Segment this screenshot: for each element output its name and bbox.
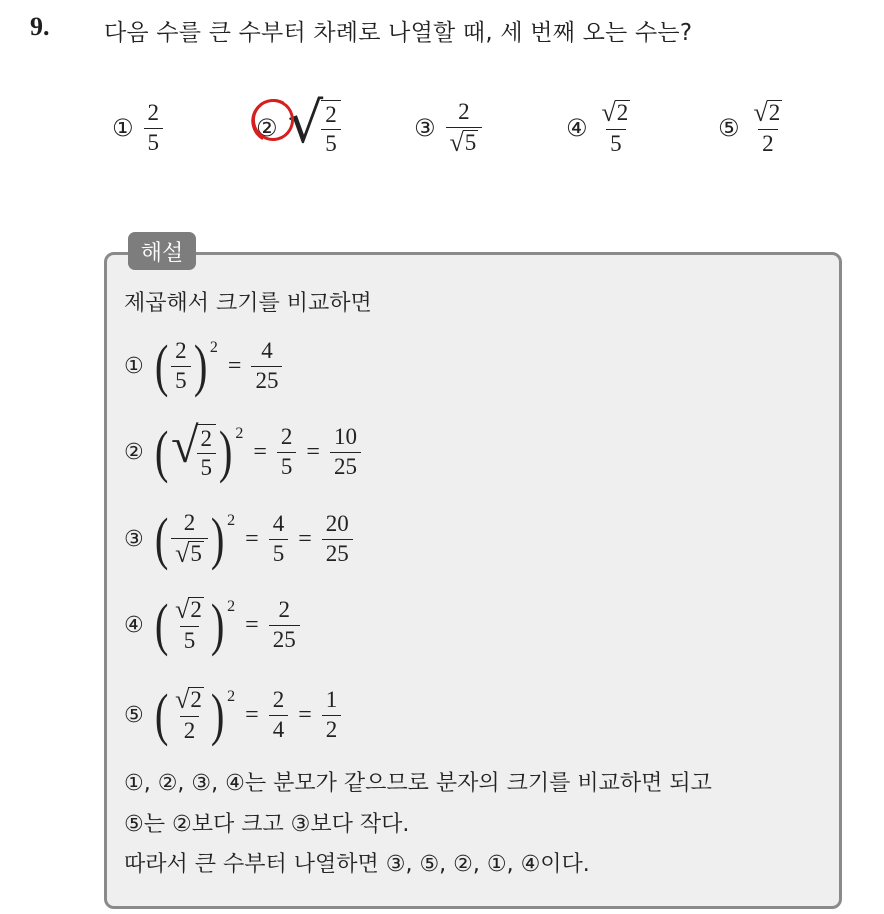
fraction [321, 103, 341, 156]
solution-step-4: ④ ( √ 2 5 ) 2 = $\frac{2}{25}$ [124, 588, 300, 662]
choice-5[interactable] [718, 88, 786, 168]
choice-number: ④ [566, 114, 588, 142]
denominator: 5 [144, 128, 164, 155]
solution-step-1: ① ( $\frac{2}{5}$ ) 2 = $\frac{4}{25}$ [124, 334, 282, 398]
solution-step-2: ② ( √ $\frac{2}{5}$ ) 2 = $\frac{2}{5}$ = $\frac{10}{25}$ [124, 414, 361, 490]
solution-intro: 제곱해서 크기를 비교하면 [124, 291, 372, 316]
step-label: ④ [124, 612, 144, 638]
choice-3[interactable] [414, 88, 482, 168]
numerator: 2 [147, 100, 160, 126]
question-text: 다음 수를 큰 수부터 차례로 나열할 때, 세 번째 오는 수는? [104, 20, 693, 46]
numerator: 2 [458, 99, 470, 125]
square-root: √ 2 [753, 98, 781, 128]
solution-step-3: ③ ( 2 √ 5 ) 2 = $\frac{4}{5}$ = $\frac{20}{25}$ [124, 503, 353, 575]
square-root: √ 5 [449, 127, 477, 157]
denominator: 2 [758, 129, 778, 156]
choice-4[interactable] [566, 88, 634, 168]
denominator: 5 [606, 129, 626, 156]
answer-choices [0, 88, 884, 168]
step-label: ② [124, 439, 144, 465]
choice-number: ① [112, 114, 134, 142]
choice-1[interactable] [112, 88, 163, 168]
fraction [144, 101, 164, 154]
question-number: 9. [30, 12, 50, 41]
step-label: ③ [124, 526, 144, 552]
square-root: √ 2 [601, 98, 629, 128]
numerator [598, 100, 635, 128]
fraction [446, 100, 483, 155]
conclusion-line-2: ⑤는 ②보다 크고 ③보다 작다. [124, 812, 410, 837]
choice-number: ③ [414, 114, 436, 142]
numerator: 2 [325, 101, 337, 127]
step-label: ⑤ [124, 702, 144, 728]
solution-tab: 해설 [128, 232, 196, 270]
step-label: ① [124, 353, 144, 379]
conclusion-line-1: ①, ②, ③, ④는 분모가 같으므로 분자의 크기를 비교하면 되고 [124, 771, 712, 796]
choice-number: ⑤ [718, 114, 740, 142]
conclusion-line-3: 따라서 큰 수부터 나열하면 ③, ⑤, ②, ①, ④이다. [124, 852, 590, 877]
denominator [446, 127, 483, 156]
solution-step-5: ⑤ ( √ 2 2 ) 2 = $\frac{2}{4}$ = $\frac{1}{2}$ [124, 677, 341, 753]
numerator [750, 100, 787, 128]
fraction [598, 100, 635, 155]
denominator: 5 [321, 129, 341, 156]
square-root: √ $\frac{2}{5}$ [288, 100, 341, 156]
choice-number: ② [256, 114, 278, 142]
fraction [750, 100, 787, 155]
